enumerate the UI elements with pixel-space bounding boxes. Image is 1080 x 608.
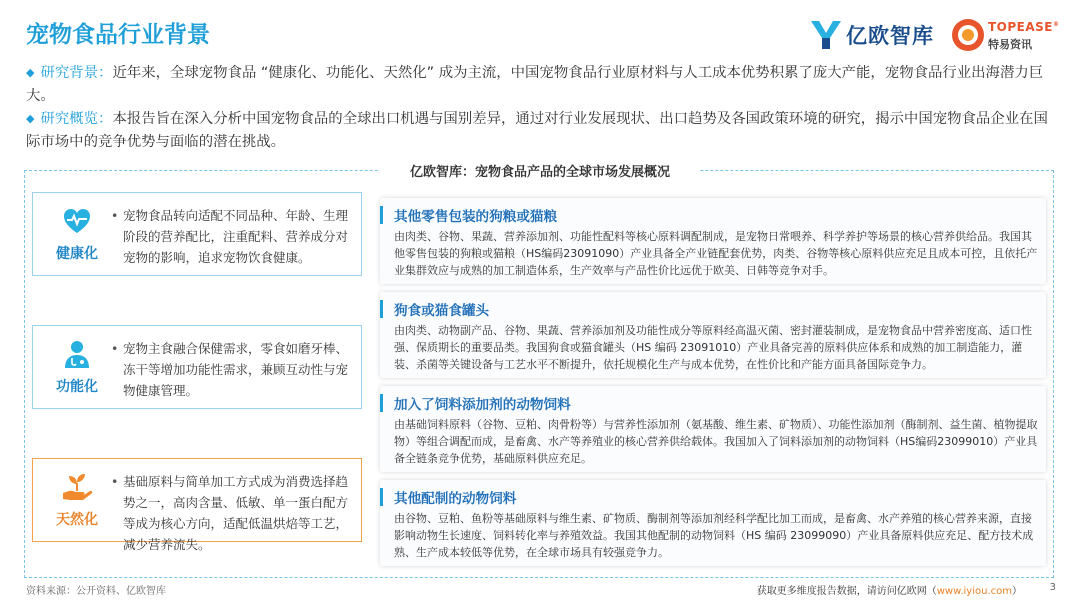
diamond-bullet-icon: ◆ bbox=[26, 66, 35, 79]
trend-box-health bbox=[32, 192, 362, 276]
topease-logo bbox=[948, 14, 1072, 56]
trend-name: 功能化 bbox=[56, 379, 98, 395]
card-accent-bar bbox=[380, 300, 383, 318]
pet-doctor-icon bbox=[61, 338, 93, 370]
card-accent-bar bbox=[380, 488, 383, 506]
yiou-logo-text: 亿欧智库 bbox=[846, 24, 934, 48]
product-title: 其他配制的动物饲料 bbox=[394, 491, 517, 507]
yiou-logo-mark-icon bbox=[808, 16, 844, 52]
page-title: 宠物食品行业背景 bbox=[26, 22, 210, 48]
trend-name: 天然化 bbox=[56, 512, 98, 528]
product-card bbox=[380, 480, 1046, 566]
diamond-bullet-icon: ◆ bbox=[26, 112, 35, 125]
research-background-text: 近年来，全球宠物食品 “健康化、功能化、天然化” 成为主流，中国宠物食品行业原材料与人工成本优势积累了庞大产能，宠物食品行业出海潜力巨大。 bbox=[26, 65, 1044, 104]
trend-box-function bbox=[32, 325, 362, 409]
product-title: 其他零售包装的狗粮或猫粮 bbox=[394, 209, 558, 225]
yiou-logo bbox=[808, 16, 936, 52]
plant-hand-icon bbox=[61, 471, 93, 503]
product-body: 由谷物、豆粕、鱼粉等基础原料与维生素、矿物质、酶制剂等添加剂经科学配比加工而成，是畜禽、水产养殖的核心营养来源，直接影响动物生长速度、饲料转化率与养殖效益。我国其他配制的动物饲料（HS 编码 23099090）产业具备原料供应充足、配方技术成熟、生产成本较低等优势，在全球市场具有较强竞争力。 bbox=[394, 512, 1034, 559]
iyiou-link[interactable]: www.iyiou.com bbox=[936, 586, 1012, 597]
topease-logo-mark-icon bbox=[950, 17, 986, 53]
heart-pulse-icon bbox=[61, 205, 93, 237]
trend-text: • 宠物食品转向适配不同品种、年龄、生理阶段的营养配比，注重配料、营养成分对宠物的影响，追求宠物饮食健康。 bbox=[123, 205, 355, 268]
topease-logo-cn: 特易资讯 bbox=[988, 38, 1032, 51]
research-overview-label: 研究概览： bbox=[40, 111, 113, 127]
trend-text: • 宠物主食融合保健需求，零食如磨牙棒、冻干等增加功能性需求，兼顾互动性与宠物健康管理。 bbox=[123, 338, 355, 401]
product-card bbox=[380, 386, 1046, 472]
page-number: 3 bbox=[1049, 582, 1056, 593]
trend-text: • 基础原料与简单加工方式成为消费选择趋势之一，高肉含量、低敏、单一蛋白配方等成为核心方向，适配低温烘焙等工艺，减少营养流失。 bbox=[123, 471, 355, 555]
research-overview bbox=[26, 108, 1060, 153]
research-background-label: 研究背景： bbox=[40, 65, 113, 81]
topease-logo-en: TOPEASE® bbox=[988, 20, 1060, 34]
trend-box-natural bbox=[32, 458, 362, 552]
trend-name: 健康化 bbox=[56, 246, 98, 262]
research-overview-text: 本报告旨在深入分析中国宠物食品的全球出口机遇与国别差异，通过对行业发展现状、出口趋势及各国政策环境的研究，揭示中国宠物食品企业在国际市场中的竞争优势与面临的潜在挑战。 bbox=[26, 111, 1048, 150]
card-accent-bar bbox=[380, 206, 383, 224]
product-card bbox=[380, 198, 1046, 284]
more-data-note: 获取更多维度报告数据，请访问亿欧网（www.iyiou.com） bbox=[756, 586, 1022, 597]
product-card bbox=[380, 292, 1046, 378]
source-note: 资料来源：公开资料、亿欧智库 bbox=[26, 586, 166, 597]
product-body: 由肉类、动物副产品、谷物、果蔬、营养添加剂及功能性成分等原料经高温灭菌、密封灌装制成，是宠物食品中营养密度高、适口性强、保质期长的重要品类。我国狗食或猫食罐头（HS 编码 23091010）产业具备完善的原料供应体系和成熟的加工制造能力，灌装、杀菌等关键设备与工艺水平不断提升，依托规模化生产与成本优势，在性价比和产能方面具备国际竞争力。 bbox=[394, 324, 1032, 371]
product-body: 由肉类、谷物、果蔬、营养添加剂、功能性配料等核心原料调配制成，是宠物日常喂养、科学养护等场景的核心营养供给品。我国其他零售包装的狗粮或猫粮（HS编码23091090）产业具备全产业链配套优势，肉类、谷物等核心原料供应充足且成本可控，且依托产业集群效应与成熟的加工制造体系，生产效率与产品性价比远优于欧美、日韩等竞争对手。 bbox=[394, 230, 1038, 277]
product-title: 加入了饲料添加剂的动物饲料 bbox=[394, 397, 571, 413]
panel-title: 亿欧智库：宠物食品产品的全球市场发展概况 bbox=[380, 161, 700, 180]
product-title: 狗食或猫食罐头 bbox=[394, 303, 490, 319]
card-accent-bar bbox=[380, 394, 383, 412]
research-background bbox=[26, 62, 1060, 107]
product-body: 由基础饲料原料（谷物、豆粕、肉骨粉等）与营养性添加剂（氨基酸、维生素、矿物质）、功能性添加剂（酶制剂、益生菌、植物提取物）等组合调配而成，是畜禽、水产等养殖业的核心营养供给载体。我国加入了饲料添加剂的动物饲料（HS编码23099010）产业具备全链条竞争优势，基础原料供应充足。 bbox=[394, 418, 1038, 465]
